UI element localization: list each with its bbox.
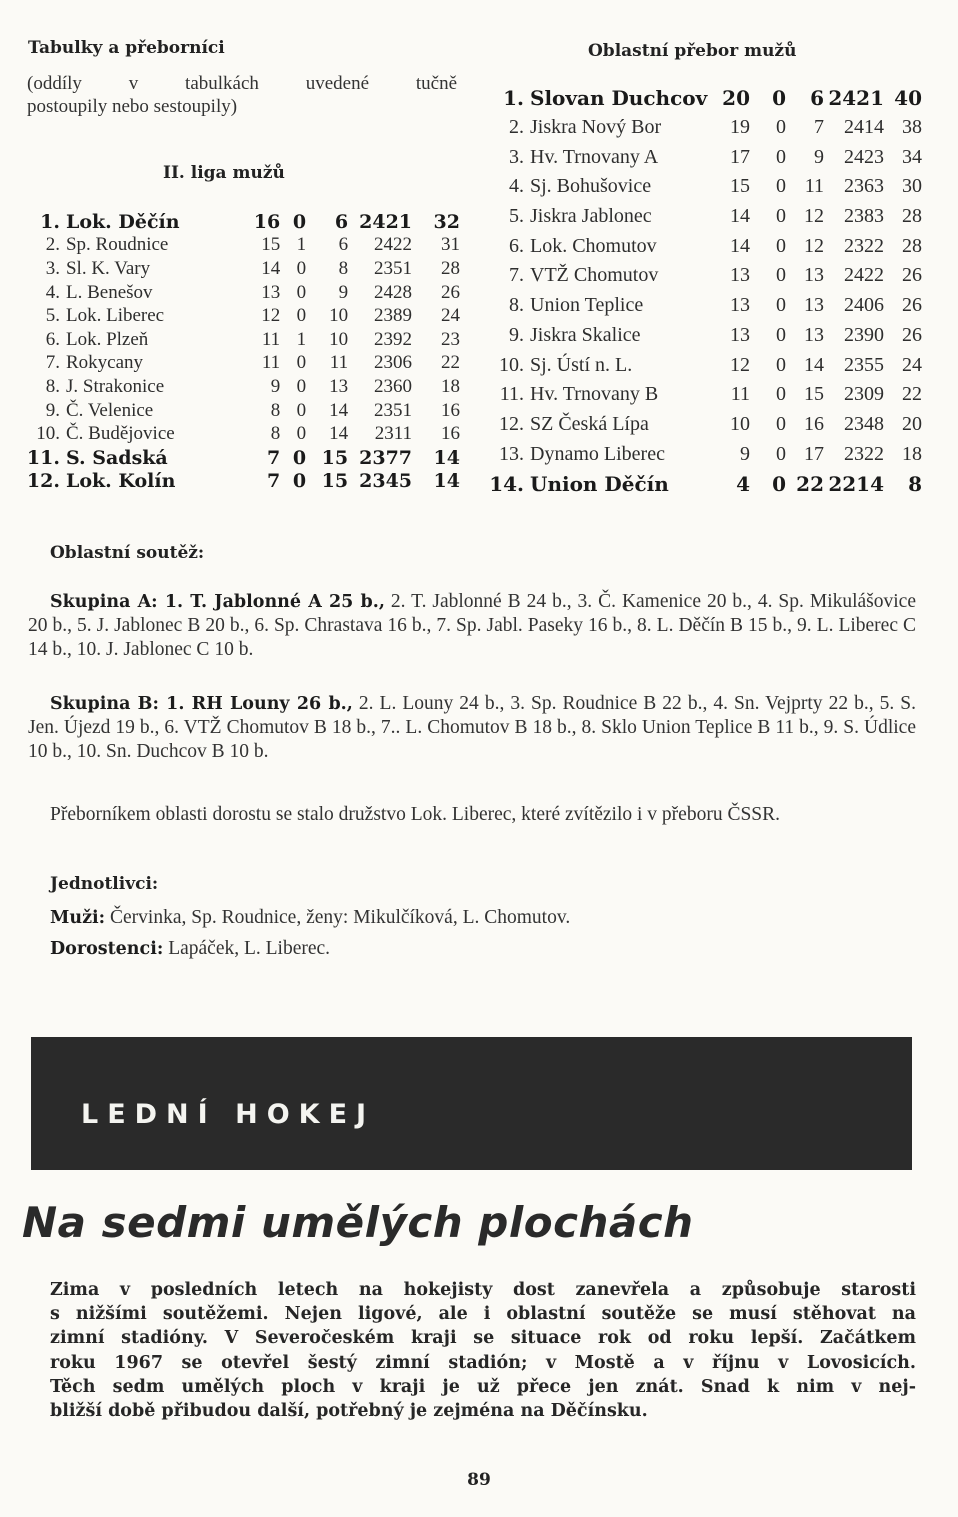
zeny-label: ženy: xyxy=(306,907,349,928)
liga-cell-w: 8 xyxy=(270,423,281,445)
oblast-cell-l: 14 xyxy=(804,353,824,376)
oblast-cell-pts: 2363 xyxy=(844,175,884,198)
oblast-cell-team: Hv. Trnovany B xyxy=(530,383,659,406)
liga-cell-score: 16 xyxy=(441,399,460,421)
page-number: 89 xyxy=(467,1470,491,1490)
oblast-row xyxy=(488,321,922,351)
liga-cell-pos: 5. xyxy=(45,305,60,327)
intro-line-1: (oddíly v tabulkách uvedené tučně xyxy=(27,73,457,94)
liga-cell-team: Lok. Plzeň xyxy=(65,328,149,350)
liga-cell-w: 16 xyxy=(253,210,281,233)
zeny-text: Mikulčíková, L. Chomutov. xyxy=(348,907,571,928)
liga-cell-w: 9 xyxy=(270,375,281,397)
oblast-cell-score: 34 xyxy=(902,145,922,168)
dorost-text: Přeborníkem oblasti dorostu se stalo družstvo Lok. Liberec, které zvítězilo i v přeboru ČSSR. xyxy=(50,804,781,825)
dorostenci-text: Lapáček, L. Liberec. xyxy=(163,938,331,959)
article-body xyxy=(50,1278,916,1423)
skupina-a-label: Skupina A: 1. T. Jablonné A 25 b., xyxy=(50,592,385,612)
oblast-row xyxy=(488,410,922,440)
oblast-cell-pts: 2322 xyxy=(844,442,884,465)
oblast-cell-d: 0 xyxy=(772,471,786,496)
liga-table xyxy=(24,210,460,493)
oblast-cell-d: 0 xyxy=(776,145,786,168)
oblast-row xyxy=(488,291,922,321)
oblast-cell-pos: 8. xyxy=(509,294,524,317)
article-line: zimní stadióny. V Severočeském kraji se situace rok od roku lepší. Začátkem xyxy=(50,1328,916,1349)
muzi-label: Muži: xyxy=(50,908,106,928)
liga-row xyxy=(24,470,460,494)
skupina-b-label: Skupina B: 1. RH Louny 26 b., xyxy=(50,694,353,714)
liga-cell-score: 31 xyxy=(441,234,460,256)
liga-cell-w: 15 xyxy=(261,234,281,256)
liga-cell-l: 15 xyxy=(321,470,349,493)
article-line: s nižšími soutěžemi. Nejen ligové, ale i oblastní soutěže se musí stěhovat na xyxy=(50,1304,916,1325)
liga-cell-w: 11 xyxy=(261,352,281,374)
oblast-cell-team: Jiskra Skalice xyxy=(530,323,641,346)
liga-cell-pos: 4. xyxy=(45,281,60,303)
liga-row xyxy=(24,399,460,423)
oblast-cell-w: 15 xyxy=(730,175,750,198)
oblast-cell-w: 11 xyxy=(730,383,750,406)
skupina-b xyxy=(28,692,916,764)
oblast-cell-w: 12 xyxy=(730,353,750,376)
liga-cell-score: 32 xyxy=(433,210,460,233)
liga-cell-l: 15 xyxy=(321,446,349,469)
oblast-cell-l: 7 xyxy=(814,116,824,139)
liga-cell-d: 0 xyxy=(296,305,307,327)
oblast-cell-team: Slovan Duchcov xyxy=(530,85,708,110)
article-line: roku 1967 se otevřel šestý zimní stadión; v Mostě a v říjnu v Lovosicích. xyxy=(50,1352,916,1373)
oblast-cell-score: 18 xyxy=(902,442,922,465)
oblast-cell-score: 22 xyxy=(902,383,922,406)
skupina-b-text: 2. L. Louny 24 b., 3. Sp. Roudnice B 22 b., 4. Sn. Vejprty 22 b., 5. S. Jen. Újezd 19 b., 6. VTŽ Chomutov B 18 b., 7.. L. Chomutov B 18 b., 8. Sklo Union Teplice B 11 b., 9. S. Údlice 10 b., 10. Sn. Duchcov B 10 b. xyxy=(28,693,916,762)
intro-line-2: postoupily nebo sestoupily) xyxy=(27,96,238,117)
liga-row xyxy=(24,352,460,376)
liga-cell-team: S. Sadská xyxy=(65,446,168,469)
muzi-text: Červinka, Sp. Roudnice, xyxy=(105,907,307,928)
liga-cell-pos: 6. xyxy=(45,328,60,350)
oblast-cell-pos: 9. xyxy=(509,323,524,346)
oblast-cell-pos: 14. xyxy=(489,471,524,496)
oblast-cell-team: Dynamo Liberec xyxy=(530,442,665,465)
oblast-cell-l: 15 xyxy=(804,383,824,406)
oblast-cell-w: 20 xyxy=(722,85,750,110)
liga-cell-pts: 2360 xyxy=(374,375,413,397)
oblast-cell-team: Sj. Ústí n. L. xyxy=(530,353,633,376)
liga-cell-pos: 11. xyxy=(26,446,60,469)
liga-cell-score: 26 xyxy=(441,281,460,303)
oblast-cell-score: 26 xyxy=(902,294,922,317)
oblast-cell-l: 17 xyxy=(804,442,824,465)
liga-cell-team: Lok. Kolín xyxy=(65,470,176,493)
liga-cell-team: Č. Velenice xyxy=(65,399,154,421)
liga-row xyxy=(24,304,460,328)
soutez-heading: Oblastní soutěž: xyxy=(50,543,205,563)
section-banner xyxy=(31,1037,912,1170)
oblast-cell-pts: 2423 xyxy=(844,145,884,168)
liga-cell-team: Sl. K. Vary xyxy=(65,257,151,279)
oblast-cell-team: Jiskra Jablonec xyxy=(530,205,652,228)
oblast-row xyxy=(488,172,922,202)
liga-row xyxy=(24,328,460,352)
liga-cell-pos: 9. xyxy=(45,399,60,421)
liga-cell-w: 7 xyxy=(266,470,281,493)
oblast-cell-pos: 1. xyxy=(503,85,524,110)
liga-cell-pos: 10. xyxy=(36,423,60,445)
liga-cell-pos: 1. xyxy=(40,210,60,233)
oblast-cell-pts: 2421 xyxy=(828,85,884,110)
liga-row xyxy=(24,281,460,305)
oblast-cell-l: 12 xyxy=(804,205,824,228)
liga-cell-pos: 3. xyxy=(45,257,60,279)
liga-cell-pts: 2422 xyxy=(374,234,413,256)
oblast-cell-d: 0 xyxy=(776,205,786,228)
liga-cell-team: Rokycany xyxy=(65,352,144,374)
oblast-cell-team: Jiskra Nový Bor xyxy=(530,116,662,139)
liga-cell-l: 10 xyxy=(329,328,349,350)
liga-cell-score: 16 xyxy=(441,423,460,445)
liga-cell-pts: 2311 xyxy=(374,423,413,445)
oblast-cell-d: 0 xyxy=(776,116,786,139)
liga-cell-score: 14 xyxy=(433,470,460,493)
oblast-cell-w: 9 xyxy=(740,442,750,465)
oblast-cell-pts: 2390 xyxy=(844,323,884,346)
liga-cell-d: 1 xyxy=(296,234,307,256)
oblast-cell-team: Sj. Bohušovice xyxy=(530,175,652,198)
oblast-cell-w: 13 xyxy=(730,294,750,317)
oblast-cell-d: 0 xyxy=(776,323,786,346)
liga-cell-d: 0 xyxy=(296,281,307,303)
liga-cell-score: 23 xyxy=(441,328,460,350)
oblast-cell-l: 11 xyxy=(804,175,824,198)
liga-cell-l: 9 xyxy=(338,281,349,303)
oblast-cell-d: 0 xyxy=(776,442,786,465)
oblast-cell-score: 30 xyxy=(902,175,922,198)
banner-title: LEDNÍ HOKEJ xyxy=(81,1099,376,1130)
liga-cell-w: 8 xyxy=(270,399,281,421)
article-line: Těch sedm umělých ploch v kraji je už přece jen znát. Snad k nim v nej- xyxy=(50,1376,916,1397)
left-heading: Tabulky a přeborníci xyxy=(28,38,225,58)
oblast-row xyxy=(488,83,922,113)
oblast-cell-pos: 10. xyxy=(499,353,524,376)
oblast-row xyxy=(488,113,922,143)
oblast-table xyxy=(488,83,922,499)
liga-cell-pts: 2351 xyxy=(374,257,413,279)
oblast-cell-w: 13 xyxy=(730,323,750,346)
oblast-cell-l: 13 xyxy=(804,294,824,317)
liga-cell-pos: 12. xyxy=(26,470,60,493)
oblast-cell-l: 22 xyxy=(796,471,824,496)
oblast-cell-d: 0 xyxy=(776,234,786,257)
liga-row xyxy=(24,375,460,399)
oblast-cell-w: 10 xyxy=(730,412,750,435)
oblast-row xyxy=(488,469,922,499)
liga-cell-score: 28 xyxy=(441,257,460,279)
oblast-row xyxy=(488,231,922,261)
liga-row xyxy=(24,257,460,281)
liga-cell-pts: 2389 xyxy=(374,305,413,327)
liga-cell-team: Lok. Děčín xyxy=(65,210,180,233)
liga-cell-w: 13 xyxy=(261,281,281,303)
liga-cell-team: Č. Budějovice xyxy=(65,423,175,445)
skupina-a-text: 2. T. Jablonné B 24 b., 3. Č. Kamenice 20 b., 4. Sp. Mikulášovice 20 b., 5. J. Jablonec B 20 b., 6. Sp. Chrastava 16 b., 7. Sp. Jabl. Paseky 16 b., 8. L. Děčín B 15 b., 9. L. Liberec C 14 b., 10. J. Jablonec C 10 b. xyxy=(28,591,916,660)
oblast-cell-d: 0 xyxy=(776,353,786,376)
oblast-row xyxy=(488,439,922,469)
oblast-cell-d: 0 xyxy=(776,264,786,287)
muzi-line xyxy=(50,906,916,930)
liga-cell-score: 22 xyxy=(441,352,460,374)
skupina-a xyxy=(28,590,916,662)
liga-cell-d: 0 xyxy=(296,399,307,421)
liga-cell-pts: 2351 xyxy=(374,399,413,421)
oblast-cell-pts: 2214 xyxy=(828,471,884,496)
liga-cell-d: 0 xyxy=(296,352,307,374)
oblast-cell-l: 13 xyxy=(804,264,824,287)
liga-cell-d: 1 xyxy=(296,328,307,350)
oblast-cell-pts: 2348 xyxy=(844,412,884,435)
oblast-cell-team: Union Děčín xyxy=(530,471,669,496)
liga-cell-pts: 2392 xyxy=(374,328,413,350)
oblast-cell-pts: 2422 xyxy=(844,264,884,287)
oblast-cell-w: 14 xyxy=(730,234,750,257)
liga-cell-pos: 2. xyxy=(45,234,60,256)
oblast-cell-l: 6 xyxy=(810,85,824,110)
dorost-paragraph xyxy=(28,803,916,827)
liga-cell-score: 18 xyxy=(441,375,460,397)
oblast-cell-pts: 2383 xyxy=(844,205,884,228)
oblast-row xyxy=(488,142,922,172)
oblast-cell-d: 0 xyxy=(772,85,786,110)
oblast-cell-pos: 7. xyxy=(509,264,524,287)
oblast-cell-team: Union Teplice xyxy=(530,294,644,317)
article-line: bližší době přibudou další, potřebný je zejména na Děčínsku. xyxy=(50,1401,648,1422)
intro-note xyxy=(27,72,457,118)
oblast-cell-pts: 2309 xyxy=(844,383,884,406)
liga-row xyxy=(24,234,460,258)
oblast-cell-pts: 2322 xyxy=(844,234,884,257)
liga-row xyxy=(24,422,460,446)
oblast-cell-score: 28 xyxy=(902,205,922,228)
liga-cell-team: Sp. Roudnice xyxy=(65,234,169,256)
liga-cell-d: 0 xyxy=(292,470,307,493)
liga-cell-l: 13 xyxy=(329,375,349,397)
liga-cell-w: 14 xyxy=(261,257,281,279)
oblast-cell-l: 13 xyxy=(804,323,824,346)
oblast-cell-pos: 3. xyxy=(509,145,524,168)
dorostenci-line xyxy=(50,937,916,961)
oblast-cell-pos: 5. xyxy=(509,205,524,228)
oblast-cell-pos: 13. xyxy=(499,442,524,465)
liga-cell-pts: 2428 xyxy=(374,281,413,303)
article-headline: Na sedmi umělých plochách xyxy=(22,1198,694,1247)
oblast-cell-w: 13 xyxy=(730,264,750,287)
oblast-cell-team: Hv. Trnovany A xyxy=(530,145,659,168)
oblast-cell-pts: 2406 xyxy=(844,294,884,317)
liga-cell-l: 11 xyxy=(329,352,349,374)
oblast-cell-w: 17 xyxy=(730,145,750,168)
liga-cell-l: 6 xyxy=(334,210,349,233)
oblast-cell-d: 0 xyxy=(776,175,786,198)
oblast-cell-pos: 6. xyxy=(509,234,524,257)
oblast-cell-w: 14 xyxy=(730,205,750,228)
oblast-cell-score: 26 xyxy=(902,264,922,287)
oblast-cell-score: 40 xyxy=(894,85,922,110)
liga-cell-d: 0 xyxy=(292,446,307,469)
liga-cell-pts: 2306 xyxy=(374,352,413,374)
liga-cell-l: 10 xyxy=(329,305,349,327)
oblast-row xyxy=(488,350,922,380)
liga-cell-pts: 2421 xyxy=(359,210,413,233)
liga-cell-team: Lok. Liberec xyxy=(65,305,165,327)
liga-cell-l: 14 xyxy=(329,423,349,445)
oblast-cell-pts: 2414 xyxy=(844,116,884,139)
liga-row xyxy=(24,446,460,470)
oblast-row xyxy=(488,380,922,410)
liga-cell-pts: 2345 xyxy=(359,470,413,493)
oblast-cell-l: 9 xyxy=(814,145,824,168)
liga-cell-team: J. Strakonice xyxy=(65,375,165,397)
oblast-cell-score: 26 xyxy=(902,323,922,346)
liga-cell-d: 0 xyxy=(292,210,307,233)
oblast-cell-team: Lok. Chomutov xyxy=(530,234,657,257)
liga-cell-w: 7 xyxy=(266,446,281,469)
oblast-row xyxy=(488,261,922,291)
oblast-cell-score: 38 xyxy=(902,116,922,139)
liga-cell-score: 24 xyxy=(441,305,460,327)
oblast-cell-w: 19 xyxy=(730,116,750,139)
liga-cell-d: 0 xyxy=(296,375,307,397)
oblast-cell-team: VTŽ Chomutov xyxy=(530,264,659,287)
oblast-cell-pos: 4. xyxy=(509,175,524,198)
oblast-cell-score: 20 xyxy=(902,412,922,435)
liga-cell-pos: 8. xyxy=(45,375,60,397)
oblast-cell-team: SZ Česká Lípa xyxy=(530,412,649,435)
jednotlivci-heading: Jednotlivci: xyxy=(50,874,159,894)
liga-cell-pts: 2377 xyxy=(359,446,413,469)
oblast-cell-pts: 2355 xyxy=(844,353,884,376)
dorostenci-label: Dorostenci: xyxy=(50,939,164,959)
oblast-cell-pos: 2. xyxy=(509,116,524,139)
oblast-cell-d: 0 xyxy=(776,383,786,406)
liga-row xyxy=(24,210,460,234)
liga-cell-d: 0 xyxy=(296,257,307,279)
oblast-cell-pos: 11. xyxy=(499,383,524,406)
oblast-cell-score: 8 xyxy=(908,471,922,496)
liga-cell-d: 0 xyxy=(296,423,307,445)
oblast-cell-d: 0 xyxy=(776,412,786,435)
oblast-cell-l: 16 xyxy=(804,412,824,435)
oblast-cell-w: 4 xyxy=(736,471,750,496)
oblast-cell-score: 28 xyxy=(902,234,922,257)
oblast-cell-l: 12 xyxy=(804,234,824,257)
oblast-row xyxy=(488,202,922,232)
liga-title: II. liga mužů xyxy=(163,163,285,183)
oblast-cell-pos: 12. xyxy=(499,412,524,435)
oblast-cell-score: 24 xyxy=(902,353,922,376)
liga-cell-w: 11 xyxy=(261,328,281,350)
oblast-cell-d: 0 xyxy=(776,294,786,317)
oblast-title: Oblastní přebor mužů xyxy=(588,41,797,61)
liga-cell-l: 14 xyxy=(329,399,349,421)
liga-cell-l: 6 xyxy=(338,234,349,256)
liga-cell-pos: 7. xyxy=(45,352,60,374)
liga-cell-score: 14 xyxy=(433,446,460,469)
liga-cell-team: L. Benešov xyxy=(65,281,153,303)
liga-cell-w: 12 xyxy=(261,305,281,327)
article-line: Zima v posledních letech na hokejisty dost zanevřela a způsobuje starosti xyxy=(50,1280,916,1300)
liga-cell-l: 8 xyxy=(338,257,349,279)
